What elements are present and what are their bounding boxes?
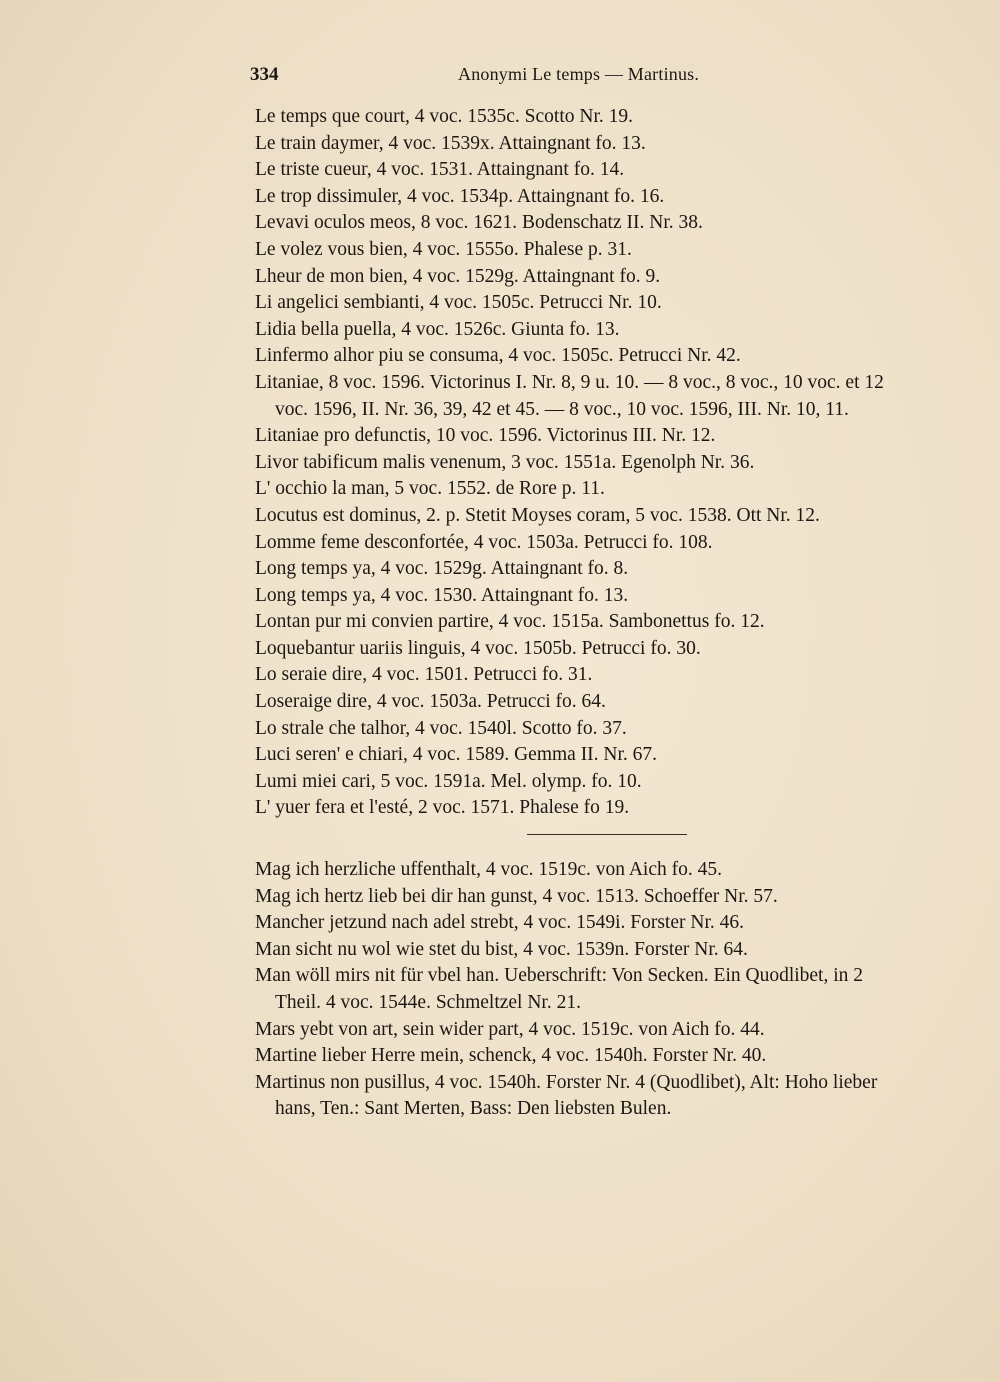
- list-item: Loseraige dire, 4 voc. 1503a. Petrucci fo. 64.: [255, 691, 606, 713]
- list-item: Man wöll mirs nit für vbel han. Ueberschrift: Von Secken. Ein Quodlibet, in 2 Theil. 4 voc. 1544e. Schmeltzel Nr. 21.: [255, 965, 864, 1013]
- list-item: Martinus non pusillus, 4 voc. 1540h. Forster Nr. 4 (Quodlibet), Alt: Hoho lieber hans, Ten.: Sant Merten, Bass: Den liebsten Bulen.: [255, 1071, 878, 1120]
- list-item: Levavi oculos meos, 8 voc. 1621. Bodenschatz II. Nr. 38.: [255, 212, 703, 234]
- list-item: Long temps ya, 4 voc. 1529g. Attaingnant fo. 8.: [255, 558, 629, 580]
- list-item: Le triste cueur, 4 voc. 1531. Attaingnant fo. 14.: [255, 159, 625, 181]
- list-item: Mag ich herzliche uffenthalt, 4 voc. 1519c. von Aich fo. 45.: [255, 859, 722, 881]
- list-item: L' occhio la man, 5 voc. 1552. de Rore p. 11.: [255, 478, 605, 500]
- list-item: Le train daymer, 4 voc. 1539x. Attaingnant fo. 13.: [255, 132, 646, 154]
- running-head: Anonymi Le temps — Martinus.: [458, 64, 700, 84]
- list-item: Le trop dissimuler, 4 voc. 1534p. Attaingnant fo. 16.: [255, 185, 665, 207]
- list-item: Lidia bella puella, 4 voc. 1526c. Giunta fo. 13.: [255, 318, 620, 340]
- list-item: Litaniae pro defunctis, 10 voc. 1596. Victorinus III. Nr. 12.: [255, 425, 716, 447]
- list-item: Livor tabificum malis venenum, 3 voc. 1551a. Egenolph Nr. 36.: [255, 451, 755, 473]
- page-number: 334: [250, 64, 279, 85]
- list-item: Lo strale che talhor, 4 voc. 1540l. Scotto fo. 37.: [255, 717, 627, 739]
- list-item: Long temps ya, 4 voc. 1530. Attaingnant fo. 13.: [255, 584, 629, 606]
- list-item: Martine lieber Herre mein, schenck, 4 voc. 1540h. Forster Nr. 40.: [255, 1045, 767, 1067]
- list-item: Loquebantur uariis linguis, 4 voc. 1505b. Petrucci fo. 30.: [255, 637, 701, 659]
- list-item: Linfermo alhor piu se consuma, 4 voc. 1505c. Petrucci Nr. 42.: [255, 345, 741, 367]
- list-item: Lumi miei cari, 5 voc. 1591a. Mel. olymp. fo. 10.: [255, 770, 642, 792]
- list-item: Locutus est dominus, 2. p. Stetit Moyses coram, 5 voc. 1538. Ott Nr. 12.: [255, 504, 820, 526]
- list-item: L' yuer fera et l'esté, 2 voc. 1571. Phalese fo 19.: [255, 797, 630, 819]
- section-divider: [527, 834, 687, 835]
- list-item: Mars yebt von art, sein wider part, 4 voc. 1519c. von Aich fo. 44.: [255, 1018, 765, 1040]
- list-item: Lomme feme desconfortée, 4 voc. 1503a. Petrucci fo. 108.: [255, 531, 713, 553]
- list-item: Lontan pur mi convien partire, 4 voc. 1515a. Sambonettus fo. 12.: [255, 611, 765, 633]
- list-item: Litaniae, 8 voc. 1596. Victorinus I. Nr. 8, 9 u. 10. — 8 voc., 8 voc., 10 voc. et 12 voc. 1596, II. Nr. 36, 39, 42 et 45. — 8 voc., 10 voc. 1596, III. Nr. 10, 11.: [255, 371, 884, 420]
- list-item: Lheur de mon bien, 4 voc. 1529g. Attaingnant fo. 9.: [255, 265, 661, 287]
- list-item: Mag ich hertz lieb bei dir han gunst, 4 voc. 1513. Schoeffer Nr. 57.: [255, 885, 778, 907]
- list-item: Li angelici sembianti, 4 voc. 1505c. Petrucci Nr. 10.: [255, 292, 662, 314]
- list-item: Le volez vous bien, 4 voc. 1555o. Phalese p. 31.: [255, 238, 632, 260]
- list-item: Mancher jetzund nach adel strebt, 4 voc. 1549i. Forster Nr. 46.: [255, 912, 744, 934]
- list-item: Le temps que court, 4 voc. 1535c. Scotto Nr. 19.: [255, 106, 634, 127]
- list-item: Luci seren' e chiari, 4 voc. 1589. Gemma II. Nr. 67.: [255, 744, 658, 766]
- entry-list: [255, 104, 905, 1123]
- list-item: Lo seraie dire, 4 voc. 1501. Petrucci fo. 31.: [255, 664, 593, 686]
- list-item: Man sicht nu wol wie stet du bist, 4 voc. 1539n. Forster Nr. 64.: [255, 938, 748, 960]
